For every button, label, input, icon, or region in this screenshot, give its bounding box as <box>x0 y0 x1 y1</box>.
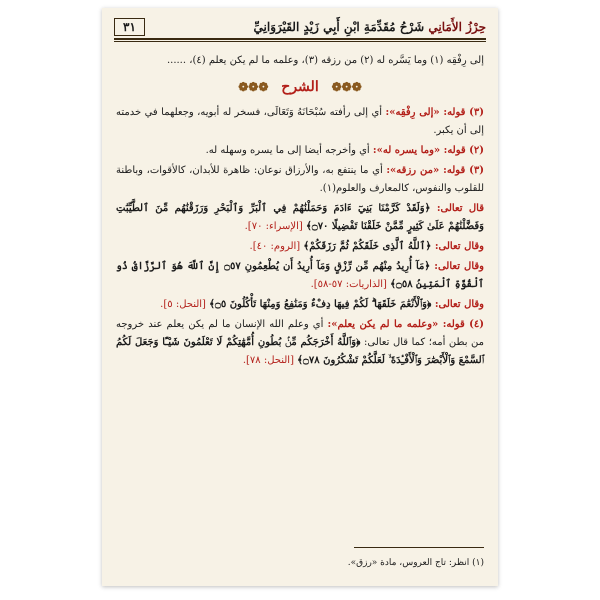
paragraph-label: (٣) قوله: «من رزقه»: <box>386 165 484 176</box>
page-header <box>114 16 486 40</box>
book-subtitle: شَرْحُ مُقَدِّمَةِ ابْنِ أَبِي زَيْدٍ القَيْرَوَانِيِّ <box>253 20 425 34</box>
commentary-paragraph <box>116 104 484 140</box>
header-divider <box>114 41 486 42</box>
page-number: ٣١ <box>114 18 145 36</box>
paragraph-text: أي ما ينتفع به، والأرزاق نوعان: ظاهرة للأبدان، كالأقوات، وباطنة للقلوب والنفوس، كالمعارف والعلوم(١). <box>116 165 484 194</box>
paragraph-label: (٣) قوله: «إلى رِفْقِه»: <box>385 107 484 118</box>
page-body <box>116 52 484 372</box>
commentary-paragraph <box>116 142 484 160</box>
commentary-paragraph <box>116 316 484 370</box>
verse-citation <box>116 200 484 236</box>
verse-reference: [النحل: ٧٨]. <box>242 355 298 366</box>
commentary-paragraph <box>116 162 484 198</box>
section-title: الشرح <box>281 79 319 95</box>
ornament-icon: ❁❁❁ <box>331 80 362 94</box>
verse-citation <box>116 258 484 294</box>
verse-citation <box>116 296 484 314</box>
paragraph-text: أي إلى رأفته سُبْحَانَهُ وَتَعَالَى، فسخر له أبويه، وجعلهما في خدمته إلى أن يكبر. <box>116 107 484 136</box>
book-page <box>102 8 498 586</box>
verse-reference: [الذاريات: ٥٧-٥٨]. <box>310 279 391 290</box>
paragraph-label: (٤) قوله: «وعلمه ما لم يكن يعلم»: <box>327 319 485 330</box>
verse-intro: وقال تعالى: <box>431 241 484 252</box>
verse-reference: [النحل: ٥]. <box>160 299 210 310</box>
verse-intro: قال تعالى: <box>430 203 484 214</box>
paragraph-text: أي وأخرجه أيضا إلى ما يسره وسهله له. <box>205 145 373 156</box>
verse-text: ﴿وَلَقَدْ كَرَّمْنَا بَنِيٓ ءَادَمَ وَحَمَلْنَٰهُمْ فِي ٱلْبَرِّ وَٱلْبَحْرِ وَرَزَقْنَٰهُم مِّنَ ٱلطَّيِّبَٰتِ وَفَضَّلْنَٰهُمْ عَلَىٰ كَثِيرٍ مِّمَّنْ خَلَقْنَا تَفْضِيلًا ۝٧٠﴾ <box>116 203 484 232</box>
footnote-divider <box>354 547 484 548</box>
verse-text: ﴿وَٱلْأَنْعَٰمَ خَلَقَهَا ۗ لَكُمْ فِيهَا دِفْءٌ وَمَنَٰفِعُ وَمِنْهَا تَأْكُلُونَ ۝٥﴾ <box>209 299 432 310</box>
verse-citation <box>116 238 484 256</box>
verse-intro: وقال تعالى: <box>430 261 484 272</box>
verse-reference: [الإسراء: ٧٠]. <box>244 221 306 232</box>
verse-text: ﴿ٱللَّهُ ٱلَّذِى خَلَقَكُمْ ثُمَّ رَزَقَكُمْ﴾ <box>303 241 432 252</box>
section-heading <box>116 78 484 96</box>
footnote: (١) انظر: تاج العروس، مادة «رزق». <box>347 558 484 568</box>
verse-text: ﴿مَآ أُرِيدُ مِنْهُم مِّن رِّزْقٍ وَمَآ أُرِيدُ أَن يُطْعِمُونِ ۝٥٧ إِنَّ ٱللَّهَ هُوَ ٱلرَّزَّاقُ ذُو ٱلْقُوَّةِ ٱلْمَتِينُ ۝٥٨﴾ <box>116 261 484 290</box>
verse-text: ﴿وَٱللَّهُ أَخْرَجَكُم مِّنۢ بُطُونِ أُمَّهَٰتِكُمْ لَا تَعْلَمُونَ شَيْـًٔا وَجَعَلَ لَكُمُ ٱلسَّمْعَ وَٱلْأَبْصَٰرَ وَٱلْأَفْـِٔدَةَ ۙ لَعَلَّكُمْ تَشْكُرُونَ ۝٧٨﴾ <box>116 337 484 366</box>
book-title: حِرْزُ الأَمَانِي <box>428 20 486 34</box>
running-title <box>254 20 486 34</box>
matn-line: إلى رِفْقِه (١) وما يَسَّره له (٢) من رزقه (٣)، وعلمه ما لم يكن يعلم (٤)، ...... <box>166 55 484 66</box>
verse-reference: [الروم: ٤٠]. <box>249 241 304 252</box>
paragraph-text: أي وعلم الله الإنسان ما لم يكن يعلم عند خروجه من بطن أمه؛ كما قال تعالى: <box>116 319 484 348</box>
verse-intro: وقال تعالى: <box>431 299 484 310</box>
ornament-icon: ❁❁❁ <box>238 80 269 94</box>
paragraph-label: (٢) قوله: «وما يسره له»: <box>372 145 484 156</box>
